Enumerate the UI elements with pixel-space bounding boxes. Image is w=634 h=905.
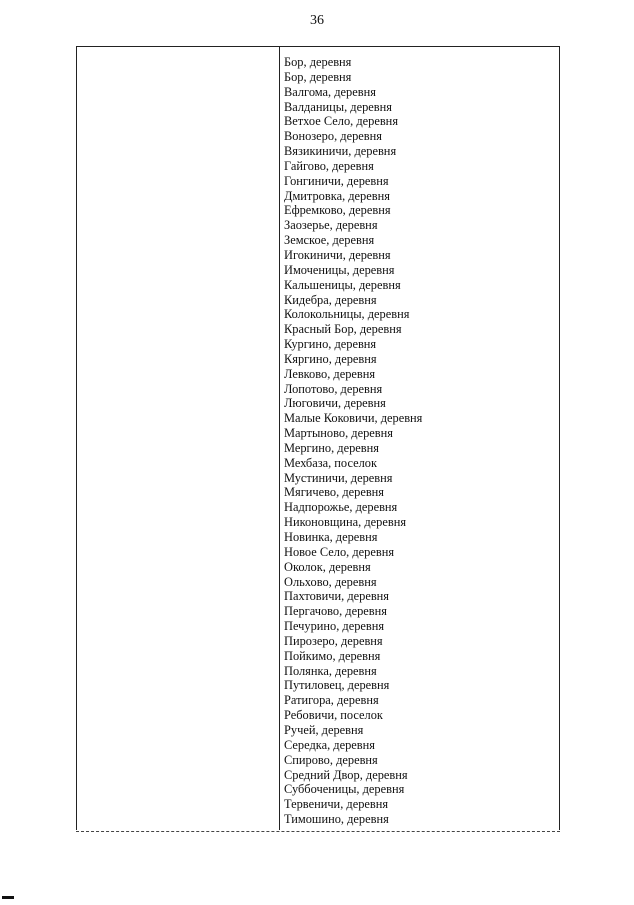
page-number: 36	[310, 13, 324, 28]
settlement-list	[284, 55, 554, 827]
settlement-list-item: Мехбаза, поселок	[284, 455, 377, 470]
settlement-list-item: Колокольницы, деревня	[284, 307, 410, 322]
settlement-list-item: Лопотово, деревня	[284, 381, 383, 396]
settlement-list-item: Вонозеро, деревня	[284, 129, 382, 144]
settlement-list-item: Новое Село, деревня	[284, 544, 395, 559]
settlement-list-item: Малые Коковичи, деревня	[284, 411, 423, 426]
scan-corner-mark	[2, 896, 14, 899]
settlement-list-item: Кальшеницы, деревня	[284, 277, 401, 292]
column-divider	[279, 47, 280, 830]
settlement-list-item: Вязикиничи, деревня	[284, 144, 397, 159]
settlement-list-item: Пахтовичи, деревня	[284, 589, 389, 604]
settlement-list-item: Пирозеро, деревня	[284, 633, 383, 648]
settlement-list-item: Околок, деревня	[284, 559, 371, 574]
settlement-list-item: Красный Бор, деревня	[284, 322, 402, 337]
settlement-list-item: Полянка, деревня	[284, 663, 377, 678]
settlement-list-item: Ефремково, деревня	[284, 203, 391, 218]
settlement-list-item: Ребовичи, поселок	[284, 708, 383, 723]
settlement-list-item: Дмитровка, деревня	[284, 188, 390, 203]
settlement-list-item: Гайгово, деревня	[284, 158, 374, 173]
settlement-list-item: Пойкимо, деревня	[284, 648, 381, 663]
settlement-list-item: Ратигора, деревня	[284, 693, 379, 708]
settlement-list-item: Мягичево, деревня	[284, 485, 384, 500]
settlement-list-item: Середка, деревня	[284, 737, 375, 752]
settlement-list-item: Мустиничи, деревня	[284, 470, 393, 485]
settlement-list-item: Мергино, деревня	[284, 440, 379, 455]
settlement-list-item: Игокиничи, деревня	[284, 247, 391, 262]
settlement-list-item: Кидебра, деревня	[284, 292, 377, 307]
settlement-list-item: Люговичи, деревня	[284, 396, 386, 411]
settlement-list-item: Ветхое Село, деревня	[284, 114, 399, 129]
settlement-list-item: Имоченицы, деревня	[284, 262, 395, 277]
settlement-list-item: Кяргино, деревня	[284, 351, 377, 366]
settlement-list-item: Тервеничи, деревня	[284, 797, 389, 812]
settlement-list-item: Никоновщина, деревня	[284, 515, 407, 530]
settlement-list-item: Пергачово, деревня	[284, 604, 387, 619]
settlement-list-item: Кургино, деревня	[284, 337, 377, 352]
settlement-list-item: Земское, деревня	[284, 233, 375, 248]
settlement-list-item: Путиловец, деревня	[284, 678, 390, 693]
settlement-list-item: Ручей, деревня	[284, 722, 364, 737]
settlement-list-item: Ольхово, деревня	[284, 574, 377, 589]
settlement-list-item: Заозерье, деревня	[284, 218, 378, 233]
settlement-list-item: Валданицы, деревня	[284, 99, 392, 114]
settlement-list-item: Бор, деревня	[284, 69, 352, 84]
table-bottom-edge	[76, 831, 560, 832]
settlement-list-item: Бор, деревня	[284, 55, 352, 69]
settlement-list-item: Тимошино, деревня	[284, 812, 389, 827]
settlements-table	[76, 46, 560, 830]
settlement-list-item: Валгома, деревня	[284, 84, 376, 99]
settlement-list-item: Печурино, деревня	[284, 619, 385, 634]
table-left-cell	[77, 47, 279, 830]
settlement-list-item: Гонгиничи, деревня	[284, 173, 389, 188]
settlement-list-item: Левково, деревня	[284, 366, 376, 381]
settlement-list-item: Суббоченицы, деревня	[284, 782, 405, 797]
settlement-list-item: Мартыново, деревня	[284, 426, 393, 441]
settlement-list-item: Новинка, деревня	[284, 530, 378, 544]
settlement-list-item: Надпорожье, деревня	[284, 500, 398, 515]
settlement-list-item: Спирово, деревня	[284, 752, 378, 767]
settlement-list-item: Средний Двор, деревня	[284, 767, 408, 782]
